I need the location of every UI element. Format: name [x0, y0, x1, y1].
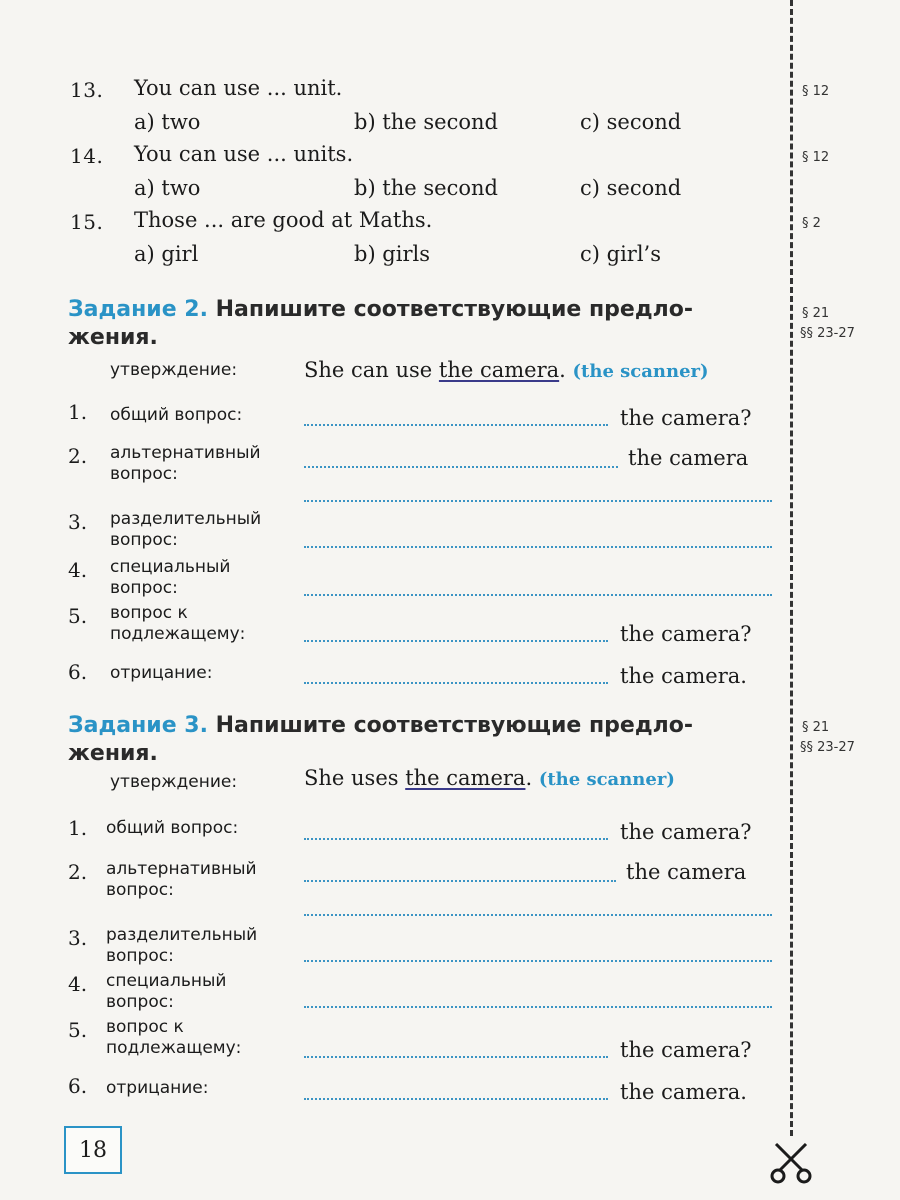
- answer-line[interactable]: [304, 466, 618, 468]
- task-title-continued: жения.: [68, 325, 158, 350]
- row-label: отрицание:: [106, 1078, 209, 1098]
- cut-line: [790, 0, 793, 1136]
- answer-line[interactable]: [304, 500, 772, 502]
- question-number: 15.: [70, 210, 104, 234]
- row-tail: the camera.: [620, 1080, 747, 1104]
- answer-line[interactable]: [304, 914, 772, 916]
- row-tail: the camera?: [620, 820, 752, 844]
- page-number: 18: [64, 1126, 122, 1174]
- task-heading: [68, 296, 693, 324]
- option-a: a) two: [134, 110, 201, 134]
- option-a: a) girl: [134, 242, 199, 266]
- section-ref: §§ 23-27: [800, 326, 855, 341]
- task-heading: [68, 712, 693, 740]
- option-b: b) girls: [354, 242, 431, 266]
- row-number: 5.: [68, 1018, 88, 1042]
- statement-end: .: [559, 358, 566, 382]
- row-label: вопрос к подлежащему:: [110, 603, 246, 644]
- row-number: 4.: [68, 558, 88, 582]
- row-label: специальный вопрос:: [110, 557, 231, 598]
- section-ref: § 21: [802, 306, 830, 321]
- scissors-icon: [768, 1140, 814, 1186]
- row-tail: the camera?: [620, 622, 752, 646]
- answer-line[interactable]: [304, 1098, 608, 1100]
- answer-line[interactable]: [304, 960, 772, 962]
- row-number: 2.: [68, 860, 88, 884]
- option-a: a) two: [134, 176, 201, 200]
- task-title: Напишите соответствующие предло-: [215, 713, 693, 738]
- answer-line[interactable]: [304, 880, 616, 882]
- row-tail: the camera?: [620, 406, 752, 430]
- answer-line[interactable]: [304, 424, 608, 426]
- question-text: You can use ... unit.: [134, 76, 343, 100]
- statement-label: утверждение:: [110, 772, 238, 792]
- row-number: 4.: [68, 972, 88, 996]
- statement-label: утверждение:: [110, 360, 238, 380]
- row-number: 6.: [68, 1074, 88, 1098]
- row-label: общий вопрос:: [110, 405, 243, 425]
- option-c: c) second: [580, 110, 682, 134]
- option-c: c) girl’s: [580, 242, 661, 266]
- section-ref: § 2: [802, 216, 821, 231]
- row-label: альтернативный вопрос:: [106, 859, 257, 900]
- question-text: You can use ... units.: [134, 142, 354, 166]
- row-label: разделительный вопрос:: [110, 509, 262, 550]
- task-number: Задание 2.: [68, 297, 208, 322]
- statement-underlined: the camera: [438, 358, 560, 382]
- answer-line[interactable]: [304, 594, 772, 596]
- task-number: Задание 3.: [68, 713, 208, 738]
- row-number: 3.: [68, 926, 88, 950]
- row-tail: the camera.: [620, 664, 747, 688]
- question-number: 13.: [70, 78, 104, 102]
- statement-end: .: [525, 766, 533, 790]
- statement-text: She can use: [304, 358, 439, 382]
- row-label: специальный вопрос:: [106, 971, 227, 1012]
- task-title-continued: жения.: [68, 741, 158, 766]
- row-tail: the camera: [626, 860, 747, 884]
- statement-text: She uses: [304, 766, 406, 790]
- row-label: общий вопрос:: [106, 818, 239, 838]
- question-number: 14.: [70, 144, 104, 168]
- row-number: 1.: [68, 816, 88, 840]
- option-c: c) second: [580, 176, 682, 200]
- answer-line[interactable]: [304, 1006, 772, 1008]
- row-label: альтернативный вопрос:: [110, 443, 261, 484]
- row-number: 3.: [68, 510, 88, 534]
- option-b: b) the second: [354, 110, 498, 134]
- answer-line[interactable]: [304, 838, 608, 840]
- option-b: b) the second: [354, 176, 498, 200]
- row-number: 2.: [68, 444, 88, 468]
- statement: [304, 766, 675, 790]
- row-tail: the camera: [628, 446, 749, 470]
- section-ref: §§ 23-27: [800, 740, 855, 755]
- question-text: Those ... are good at Maths.: [134, 208, 433, 232]
- task-title: Напишите соответствующие предло-: [215, 297, 693, 322]
- row-number: 5.: [68, 604, 88, 628]
- section-ref: § 21: [802, 720, 830, 735]
- row-label: отрицание:: [110, 663, 213, 683]
- row-number: 6.: [68, 660, 88, 684]
- section-ref: § 12: [802, 84, 830, 99]
- answer-line[interactable]: [304, 1056, 608, 1058]
- statement-underlined: the camera: [405, 766, 526, 790]
- row-number: 1.: [68, 400, 88, 424]
- section-ref: § 12: [802, 150, 830, 165]
- answer-line[interactable]: [304, 546, 772, 548]
- row-label: вопрос к подлежащему:: [106, 1017, 242, 1058]
- row-tail: the camera?: [620, 1038, 752, 1062]
- answer-line[interactable]: [304, 640, 608, 642]
- row-label: разделительный вопрос:: [106, 925, 258, 966]
- statement: [304, 358, 709, 382]
- hint-text: (the scanner): [538, 769, 675, 790]
- hint-text: (the scanner): [572, 361, 709, 382]
- answer-line[interactable]: [304, 682, 608, 684]
